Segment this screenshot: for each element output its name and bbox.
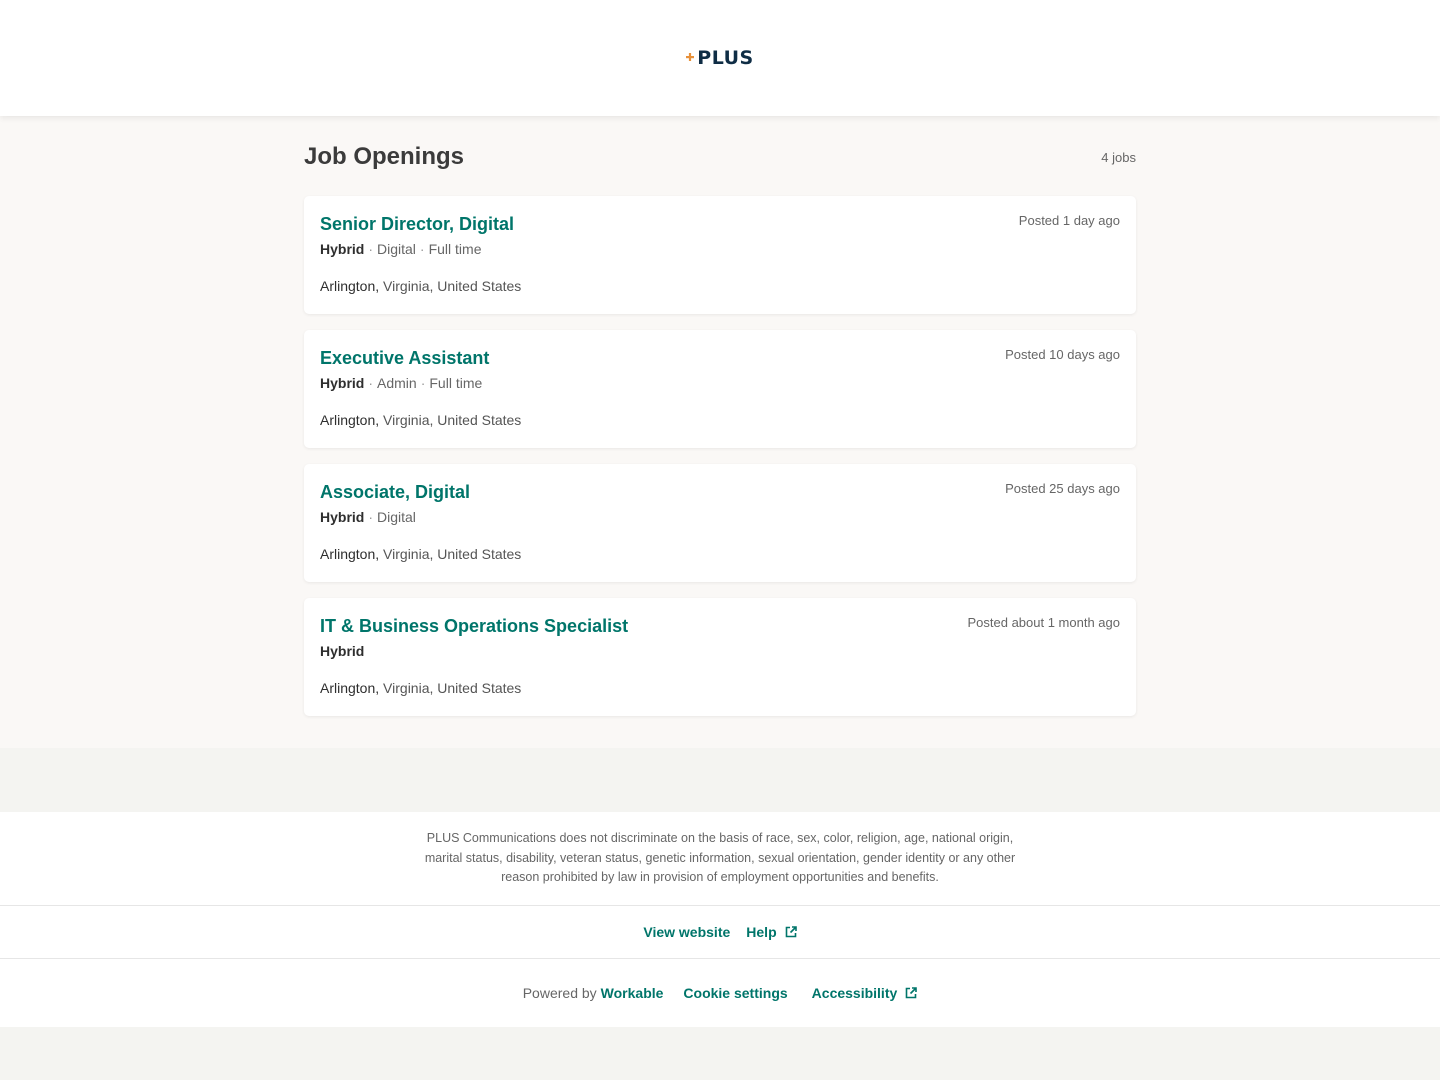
footer-links (0, 906, 1440, 958)
job-city: Arlington, (320, 412, 380, 428)
site-header (0, 0, 1440, 116)
listing-header (304, 140, 1136, 174)
page-title: Job Openings (304, 143, 465, 170)
job-card[interactable] (304, 464, 1136, 582)
job-meta (320, 642, 1120, 660)
job-type: Full time (428, 241, 482, 257)
job-workplace: Hybrid (320, 375, 365, 391)
job-card[interactable] (304, 330, 1136, 448)
job-city: Arlington, (320, 680, 380, 696)
job-workplace: Hybrid (320, 509, 365, 525)
job-location (320, 411, 1120, 429)
job-workplace: Hybrid (320, 643, 365, 659)
job-department: Digital (377, 241, 416, 257)
job-region: Virginia, United States (383, 412, 522, 428)
job-location (320, 545, 1120, 563)
job-location (320, 277, 1120, 295)
external-link-icon (785, 926, 797, 938)
job-listing-section (0, 116, 1440, 748)
accessibility-link[interactable] (812, 985, 918, 1001)
footer-bottom (0, 959, 1440, 1027)
job-title-link[interactable]: Senior Director, Digital (320, 214, 515, 234)
job-city: Arlington, (320, 546, 380, 562)
help-label: Help (746, 923, 777, 940)
job-type: Full time (429, 375, 483, 391)
page-bottom-area (0, 1027, 1440, 1080)
job-meta: Hybrid · Admin · Full time (320, 375, 483, 391)
job-posted-date: Posted about 1 month ago (967, 615, 1120, 630)
job-department: Digital (377, 509, 416, 525)
company-logo[interactable] (686, 47, 753, 69)
site-footer (0, 812, 1440, 1027)
job-title-link[interactable]: Associate, Digital (320, 482, 471, 502)
job-department: Admin (377, 375, 417, 391)
job-title-link[interactable]: Executive Assistant (320, 348, 490, 368)
eeo-disclaimer: PLUS Communications does not discriminate on the basis of race, sex, color, religion, age, national origin, marital status, disability, veteran status, genetic information, sexual orientation, gender identity or any other reason prohibited by law in provision of employment opportunities and benefits. (424, 831, 1016, 884)
powered-by-text: Powered by (522, 984, 597, 1001)
job-region: Virginia, United States (383, 278, 522, 294)
job-card[interactable] (304, 598, 1136, 716)
job-posted-date: Posted 10 days ago (1005, 347, 1120, 362)
job-region: Virginia, United States (383, 546, 522, 562)
job-city: Arlington, (320, 278, 380, 294)
job-region: Virginia, United States (383, 680, 522, 696)
plus-logo-mark-icon (686, 51, 696, 65)
help-link[interactable] (746, 924, 796, 940)
job-posted-date: Posted 25 days ago (1005, 481, 1120, 496)
job-meta: Hybrid · Digital (320, 509, 416, 525)
external-link-icon (905, 987, 917, 999)
job-title-link[interactable]: IT & Business Operations Specialist (320, 616, 629, 636)
workable-link[interactable]: Workable (600, 984, 664, 1001)
job-posted-date: Posted 1 day ago (1018, 213, 1120, 228)
job-location (320, 679, 1120, 697)
logo-text: PLUS (697, 47, 754, 69)
job-meta: Hybrid · Digital · Full time (320, 241, 482, 257)
job-card[interactable] (304, 196, 1136, 314)
section-spacer (0, 748, 1440, 812)
job-count: 4 jobs (1101, 149, 1136, 165)
view-website-link[interactable] (643, 924, 730, 940)
cookie-settings-label: Cookie settings (683, 984, 788, 1001)
accessibility-label: Accessibility (811, 984, 898, 1001)
job-workplace: Hybrid (320, 241, 365, 257)
view-website-label: View website (643, 923, 731, 940)
cookie-settings-link[interactable] (683, 985, 787, 1001)
